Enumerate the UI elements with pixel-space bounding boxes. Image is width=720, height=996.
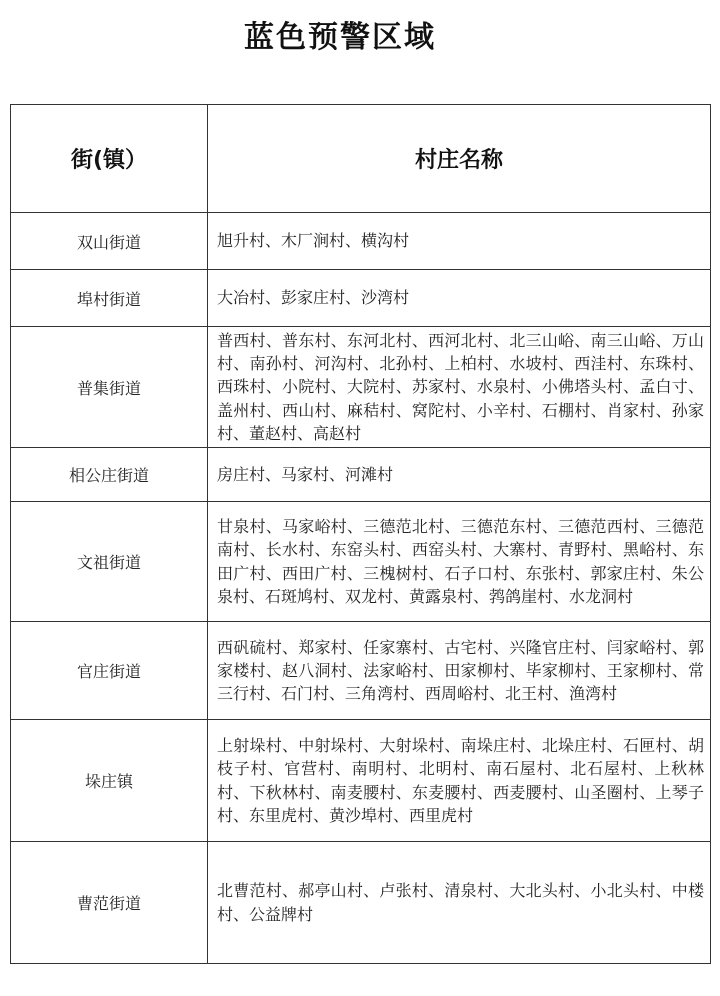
- village-list: 大冶村、彭家庄村、沙湾村: [208, 270, 711, 327]
- town-name: 官庄街道: [11, 622, 208, 720]
- town-name: 埠村街道: [11, 270, 208, 327]
- page-title: 蓝色预警区域: [244, 20, 436, 55]
- table-row: [11, 502, 711, 622]
- town-name: 双山街道: [11, 213, 208, 270]
- town-name: 文祖街道: [11, 502, 208, 622]
- table-row: [11, 213, 711, 270]
- town-name: 相公庄街道: [11, 448, 208, 502]
- warning-area-table: [10, 104, 711, 964]
- village-list: 西矾硫村、郑家村、任家寨村、古宅村、兴隆官庄村、闫家峪村、郭家楼村、赵八洞村、法家峪村、田家柳村、毕家柳村、王家柳村、常三行村、石门村、三角湾村、西周峪村、北王村、渔湾村: [208, 622, 711, 720]
- table-row: [11, 448, 711, 502]
- village-list: 上射垛村、中射垛村、大射垛村、南垛庄村、北垛庄村、石匣村、胡枝子村、官营村、南明村、北明村、南石屋村、北石屋村、上秋林村、下秋林村、南麦腰村、东麦腰村、西麦腰村、山圣圈村、上琴子村、东里虎村、黄沙埠村、西里虎村: [208, 720, 711, 842]
- village-list: 旭升村、木厂涧村、横沟村: [208, 213, 711, 270]
- table-header-row: [11, 105, 711, 213]
- town-name: 曹范街道: [11, 842, 208, 964]
- table-row: [11, 720, 711, 842]
- table-row: [11, 842, 711, 964]
- town-name: 普集街道: [11, 327, 208, 448]
- village-list: 普西村、普东村、东河北村、西河北村、北三山峪、南三山峪、万山村、南孙村、河沟村、北孙村、上柏村、水坡村、西洼村、东珠村、西珠村、小院村、大院村、苏家村、水泉村、小佛塔头村、孟白寸、盖州村、西山村、麻秸村、窝陀村、小辛村、石棚村、肖家村、孙家村、董赵村、高赵村: [208, 327, 711, 448]
- village-list: 房庄村、马家村、河滩村: [208, 448, 711, 502]
- table-row: [11, 622, 711, 720]
- table-row: [11, 270, 711, 327]
- village-list: 甘泉村、马家峪村、三德范北村、三德范东村、三德范西村、三德范南村、长水村、东窑头村、西窑头村、大寨村、青野村、黑峪村、东田广村、西田广村、三槐树村、石子口村、东张村、郭家庄村、朱公泉村、石斑鸠村、双龙村、黄露泉村、鹁鸽崖村、水龙洞村: [208, 502, 711, 622]
- column-header-town: 街(镇）: [11, 105, 208, 213]
- village-list: 北曹范村、郝亭山村、卢张村、清泉村、大北头村、小北头村、中楼村、公益牌村: [208, 842, 711, 964]
- town-name: 垛庄镇: [11, 720, 208, 842]
- table-row: [11, 327, 711, 448]
- column-header-villages: 村庄名称: [208, 105, 711, 213]
